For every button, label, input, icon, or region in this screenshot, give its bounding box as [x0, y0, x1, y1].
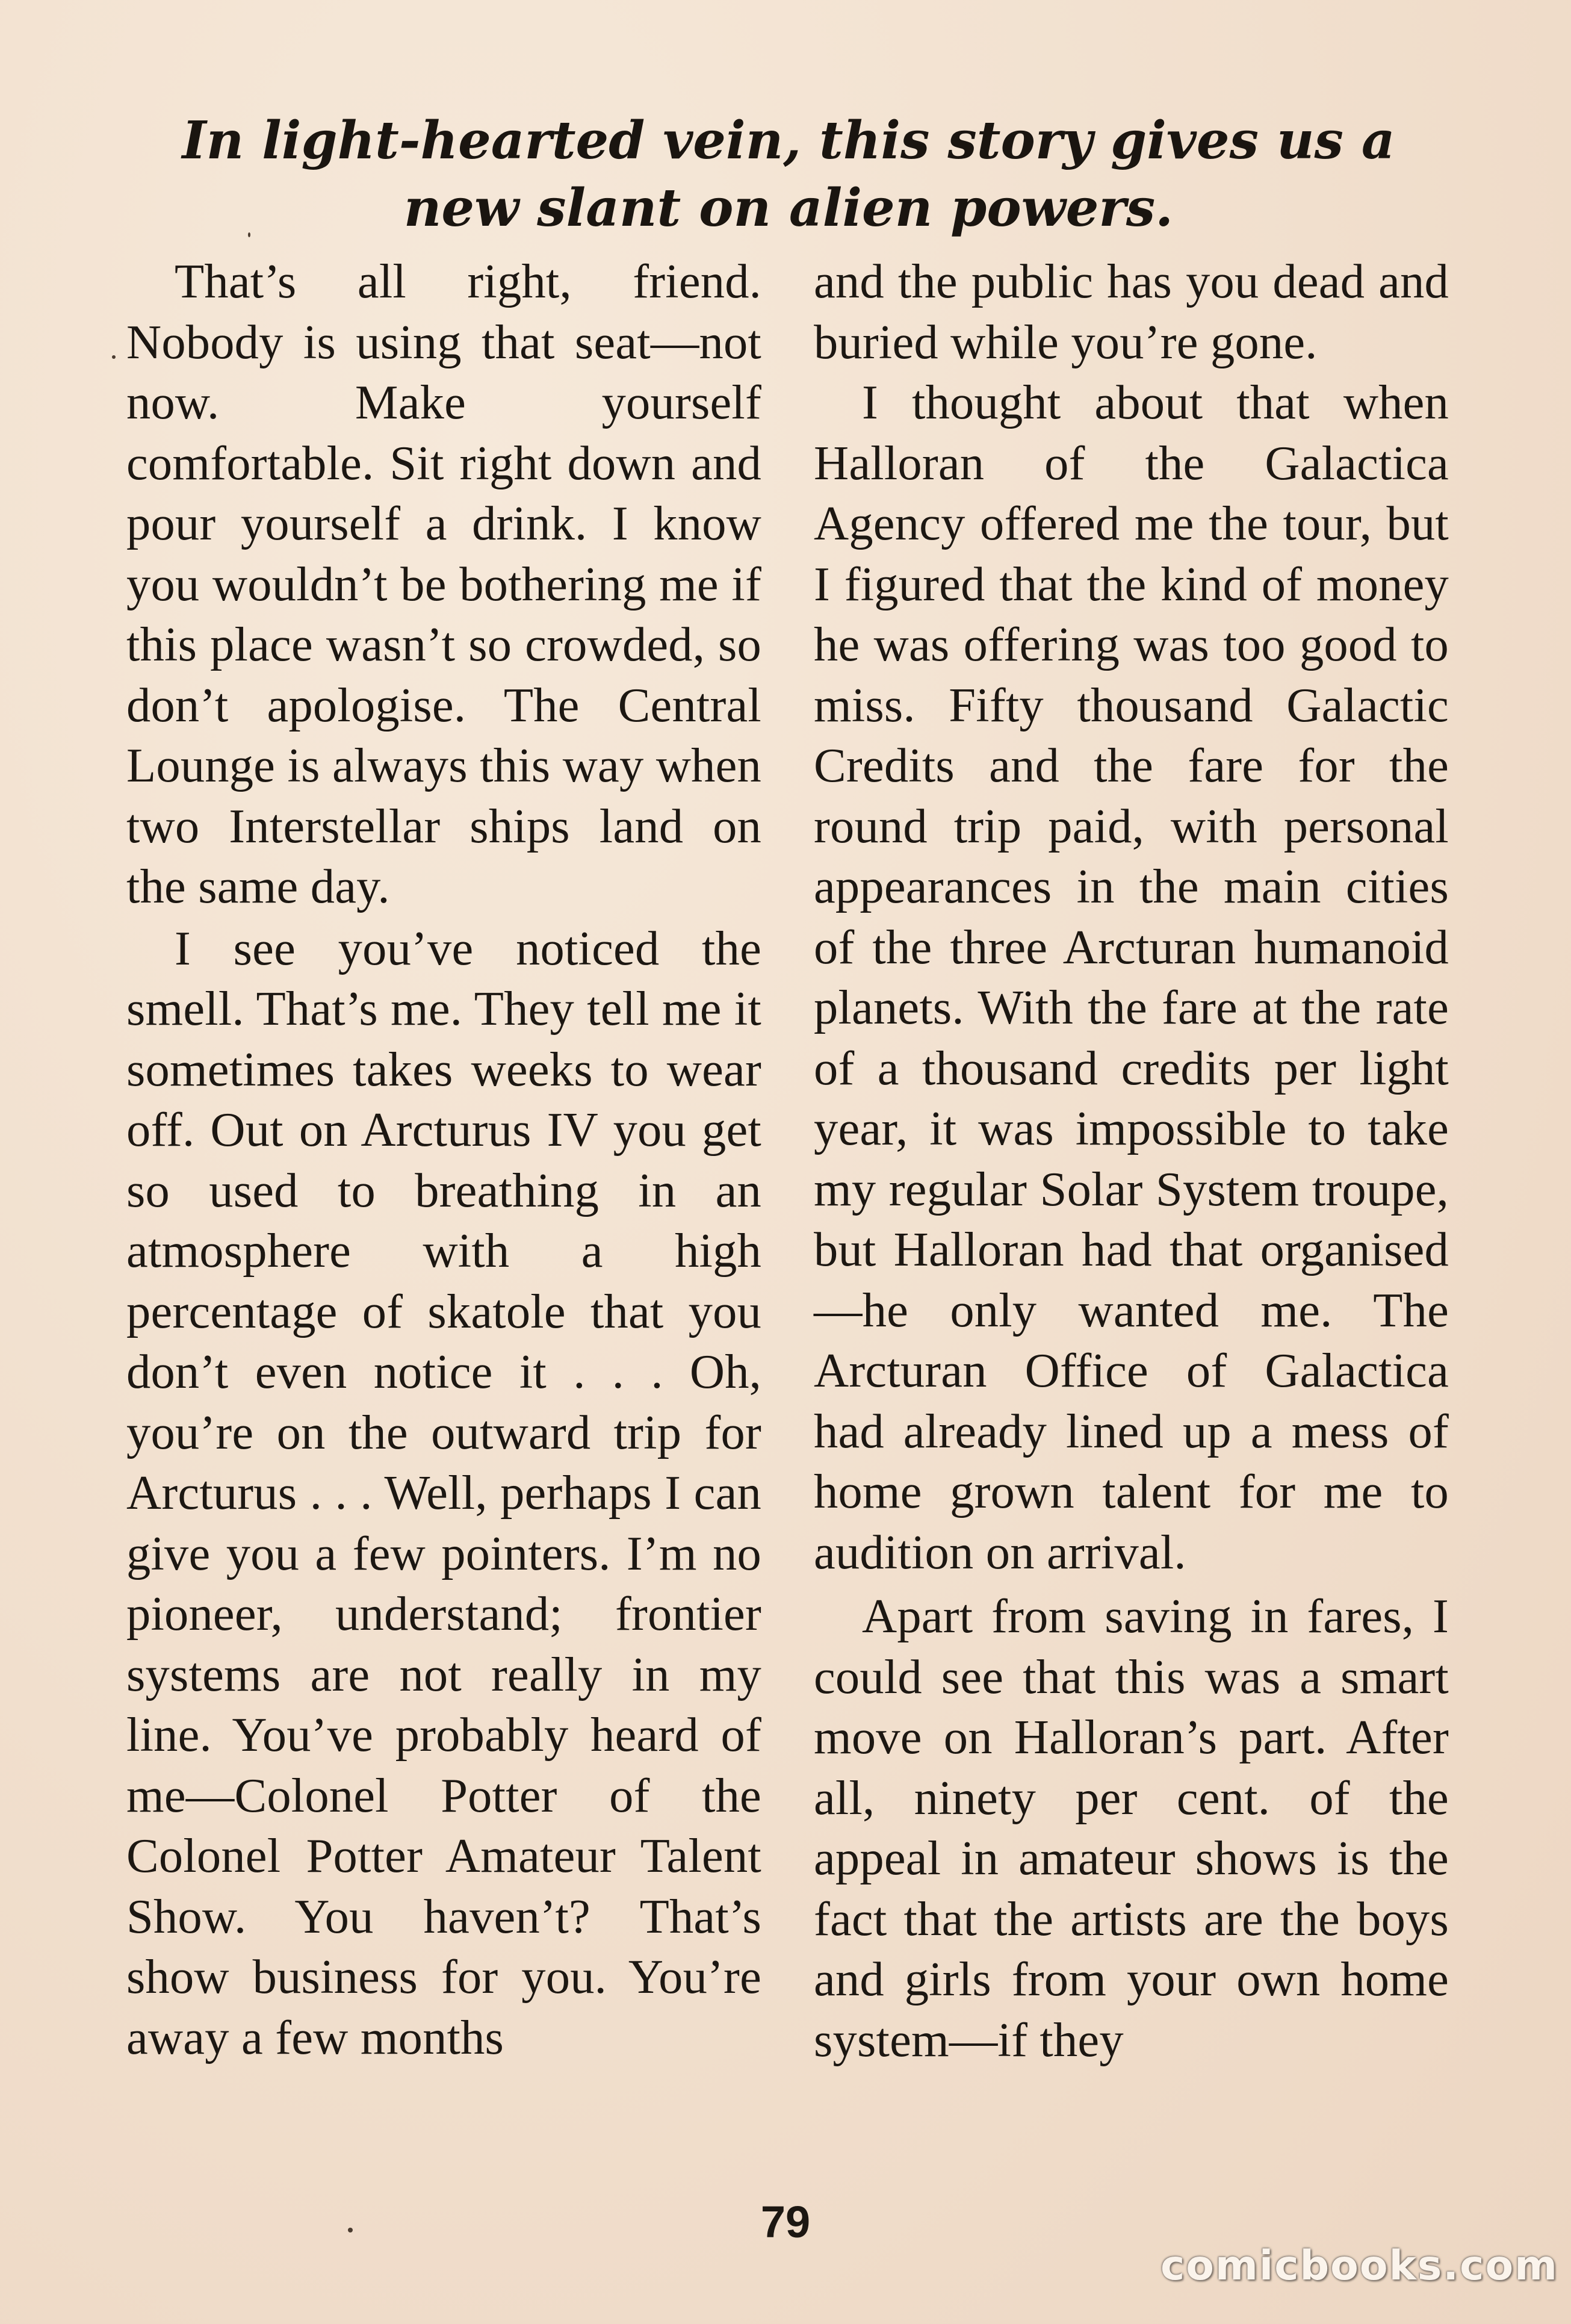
story-intro: In light-hearted vein, this story gives us a new slant on alien powers. [182, 110, 1395, 238]
paragraph: and the public has you dead and buried while you’re gone. [814, 255, 1449, 369]
watermark-logo: comicbooks.com [1160, 2242, 1559, 2290]
right-column [814, 252, 1449, 2071]
print-speck [112, 355, 116, 359]
print-speck [348, 2228, 353, 2232]
page-number: 79 [760, 2197, 811, 2247]
paragraph: Apart from saving in fares, I could see that this was a smart move on Halloran’s part. After all, ninety per cent. of the appeal in amateur shows is the fact that the artists are the boys and girls from your own home system—if they [814, 1589, 1449, 2067]
print-speck [248, 232, 250, 237]
paragraph: That’s all right, friend. Nobody is using that seat—not now. Make yourself comfortable. Sit right down and pour yourself a drink. I know you wouldn’t be bothering me if this place wasn’t so crowded, so don’t apologise. The Central Lounge is always this way when two Interstellar ships land on the same day. [126, 255, 761, 913]
left-column [126, 252, 761, 2068]
paragraph: I thought about that when Halloran of the Galactica Agency offered me the tour, but I figured that the kind of money he was offering was too good to miss. Fifty thousand Galactic Credits and the fare for the round trip paid, with personal appearances in the main cities of the three Arcturan humanoid planets. With the fare at the rate of a thousand credits per light year, it was impossible to take my regular Solar System troupe, but Halloran had that organised—he only wanted me. The Arcturan Office of Galactica had already lined up a mess of home grown talent for me to audition on arrival. [814, 376, 1449, 1579]
paragraph: I see you’ve noticed the smell. That’s me. They tell me it sometimes takes weeks to wear off. Out on Arcturus IV you get so used to breathing in an atmosphere with a high percentage of skatole that you don’t even notice it . . . Oh, you’re on the outward trip for Arcturus . . . Well, perhaps I can give you a few pointers. I’m no pioneer, understand; frontier systems are not really in my line. You’ve probably heard of me—Colonel Potter of the Colonel Potter Amateur Talent Show. You haven’t? That’s show business for you. You’re away a few months [126, 921, 761, 2065]
